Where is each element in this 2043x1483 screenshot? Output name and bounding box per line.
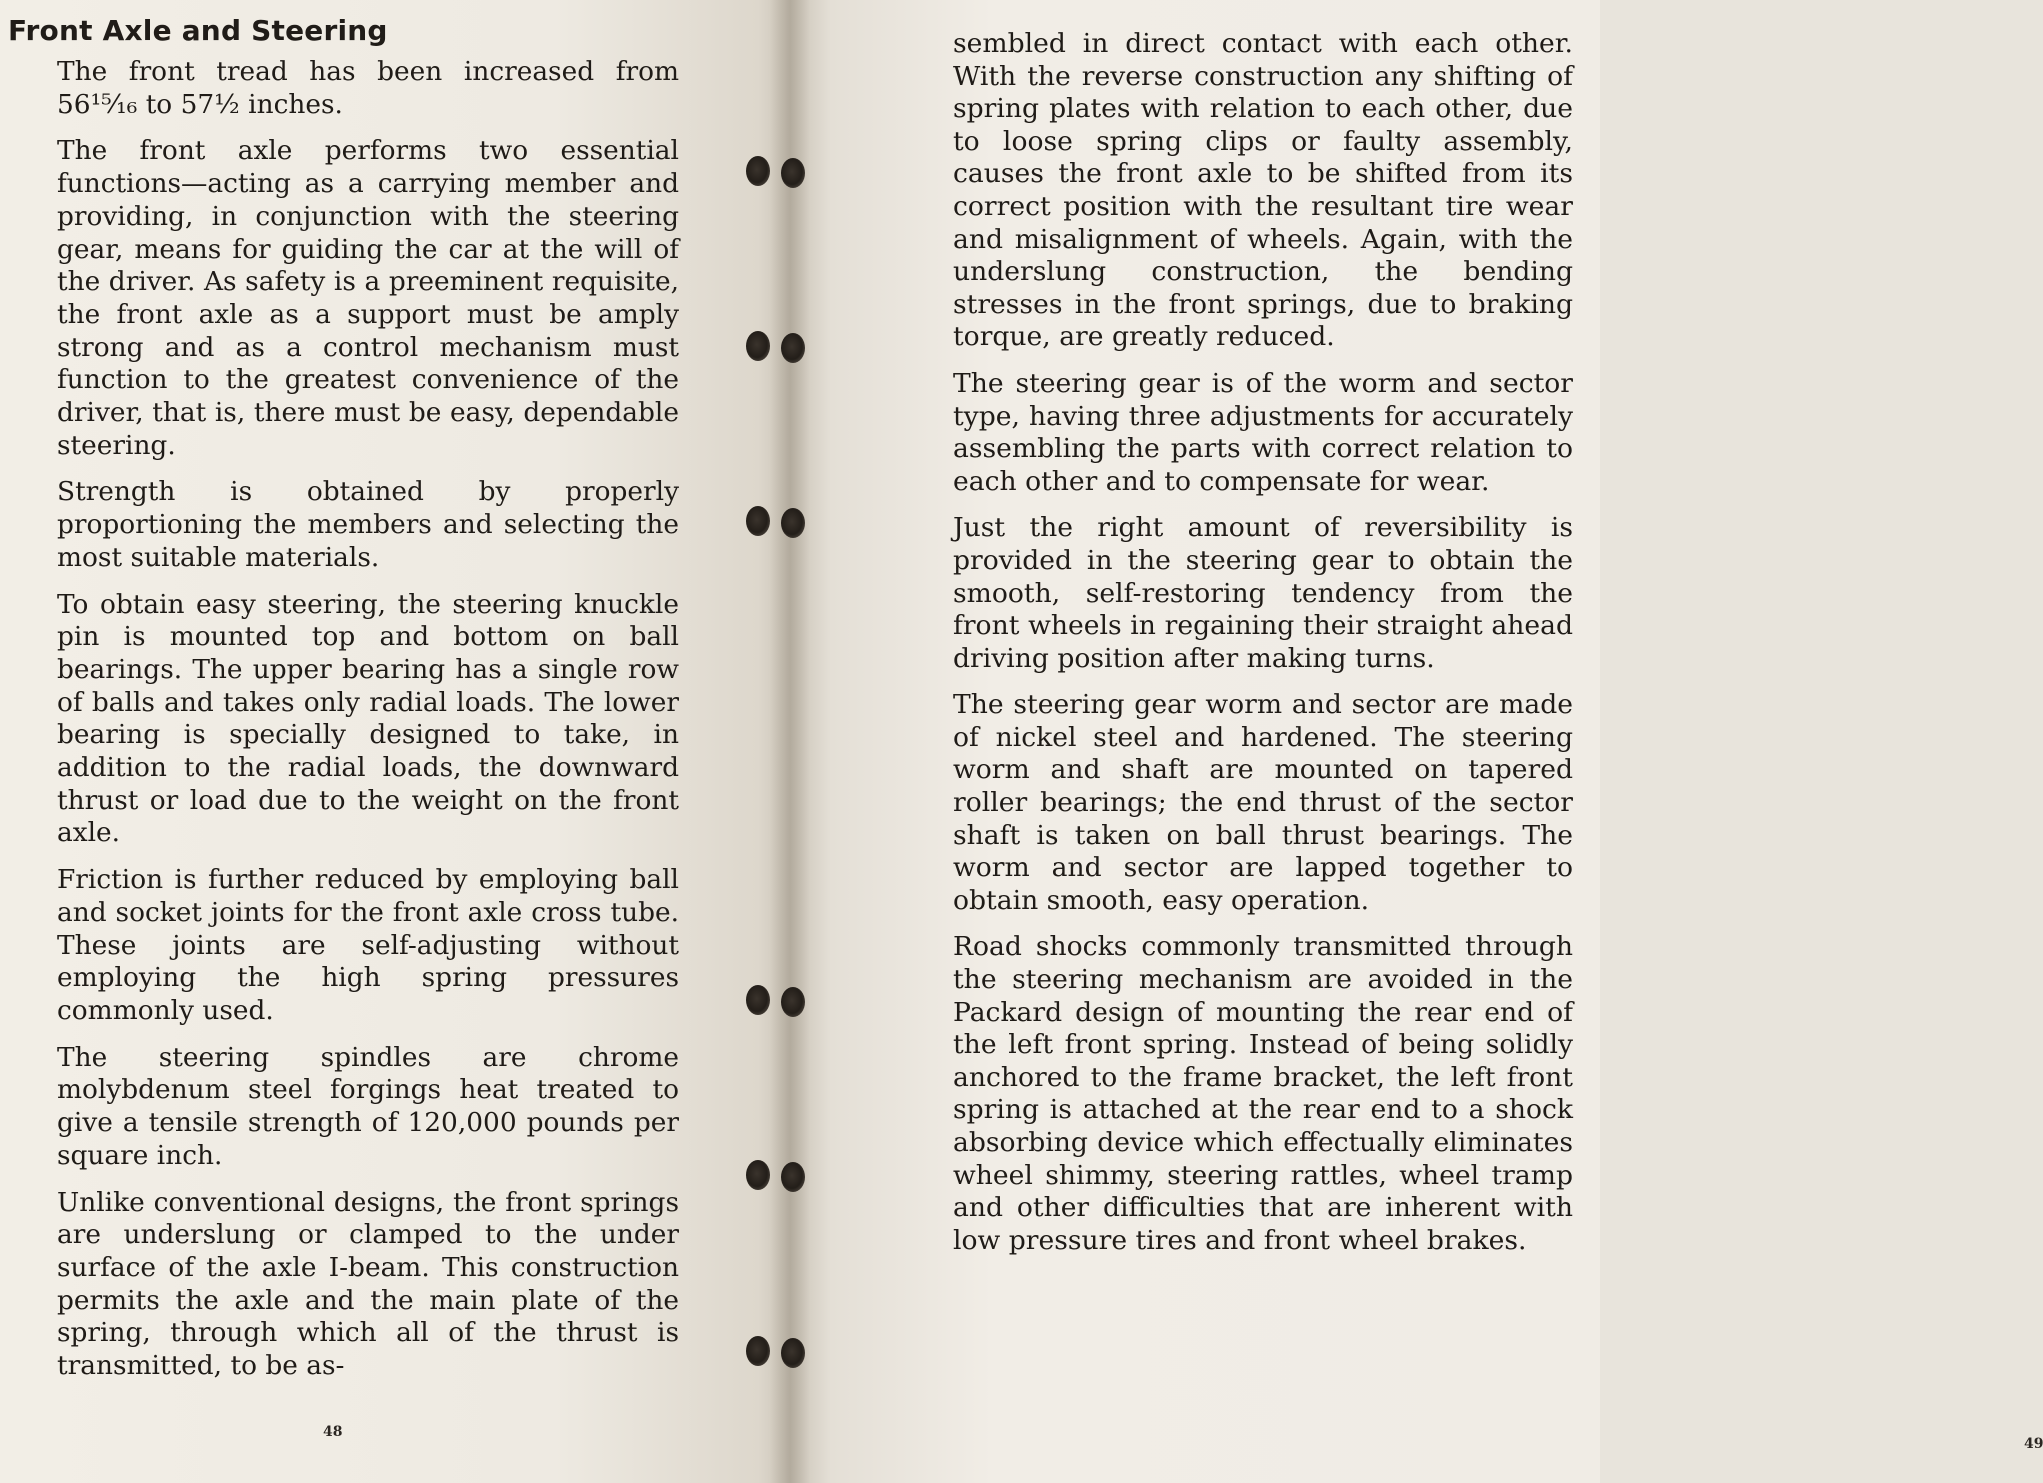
paragraph: The steering spindles are chrome molybdenum steel forgings heat treated to give a tensile strength of 120,000 pounds per square inch. [57,1041,679,1171]
paragraph: The front tread has been increased from 56¹⁵⁄₁₆ to 57½ inches. [57,56,679,120]
paragraph: The front axle performs two essential functions—acting as a carrying member and providing, in conjunction with the steering gear, means for guiding the car at the will of the driver. As safety is a preeminent requisite, the front axle as a support must be amply strong and as a control mechanism must function to the greatest convenience of the driver, that is, there must be easy, dependable steering. [57,135,679,461]
binding-hole-icon [746,331,770,361]
paragraph: Road shocks commonly transmitted through the steering mechanism are avoided in the Packard design of mounting the rear end of the left front spring. Instead of being solidly anchored to the frame bracket, the left front spring is attached at the rear end to a shock absorbing device which effectually eliminates wheel shimmy, steering rattles, wheel tramp and other difficulties that are inherent with low pressure tires and front wheel brakes. [953,931,1573,1256]
binding-hole-icon [781,1162,805,1192]
binding-hole-icon [746,1160,770,1190]
paragraph: Just the right amount of reversibility is provided in the steering gear to obtain the smooth, self-restoring tendency from the front wheels in regaining their straight ahead driving position after making turns. [953,512,1573,674]
binding-hole-icon [746,985,770,1015]
book-gutter [770,0,810,1483]
paragraph: Unlike conventional designs, the front springs are underslung or clamped to the under surface of the axle I-beam. This construction permits the axle and the main plate of the spring, through which all of the thrust is transmitted, to be as- [57,1186,679,1382]
section-heading: Front Axle and Steering [8,14,388,47]
paragraph: sembled in direct contact with each other. With the reverse construction any shifting of spring plates with relation to each other, due to loose spring clips or faulty assembly, causes the front axle to be shifted from its correct position with the resultant tire wear and misalignment of wheels. Again, with the underslung construction, the bending stresses in the front springs, due to braking torque, are greatly reduced. [953,28,1573,353]
paragraph: To obtain easy steering, the steering knuckle pin is mounted top and bottom on ball bearings. The upper bearing has a single row of balls and takes only radial loads. The lower bearing is specially designed to take, in addition to the radial loads, the downward thrust or load due to the weight on the front axle. [57,588,679,849]
binding-hole-icon [746,1336,770,1366]
page-number-left: 48 [323,1424,343,1440]
binding-hole-icon [781,1338,805,1368]
binding-hole-icon [781,333,805,363]
binding-hole-icon [746,506,770,536]
binding-hole-icon [781,508,805,538]
page-number-right: 49 [2024,1436,2043,1452]
left-page-text [57,56,679,1397]
paragraph: Friction is further reduced by employing ball and socket joints for the front axle cross tube. These joints are self-adjusting without employing the high spring pressures commonly used. [57,864,679,1026]
left-page [0,0,790,1483]
binding-hole-icon [781,987,805,1017]
paragraph: Strength is obtained by properly proportioning the members and selecting the most suitable materials. [57,476,679,573]
binding-hole-icon [746,156,770,186]
paragraph: The steering gear is of the worm and sector type, having three adjustments for accurately assembling the parts with correct relation to each other and to compensate for wear. [953,367,1573,497]
right-page-text [953,28,1573,1271]
paragraph: The steering gear worm and sector are made of nickel steel and hardened. The steering worm and shaft are mounted on tapered roller bearings; the end thrust of the sector shaft is taken on ball thrust bearings. The worm and sector are lapped together to obtain smooth, easy operation. [953,689,1573,916]
binding-hole-icon [781,158,805,188]
